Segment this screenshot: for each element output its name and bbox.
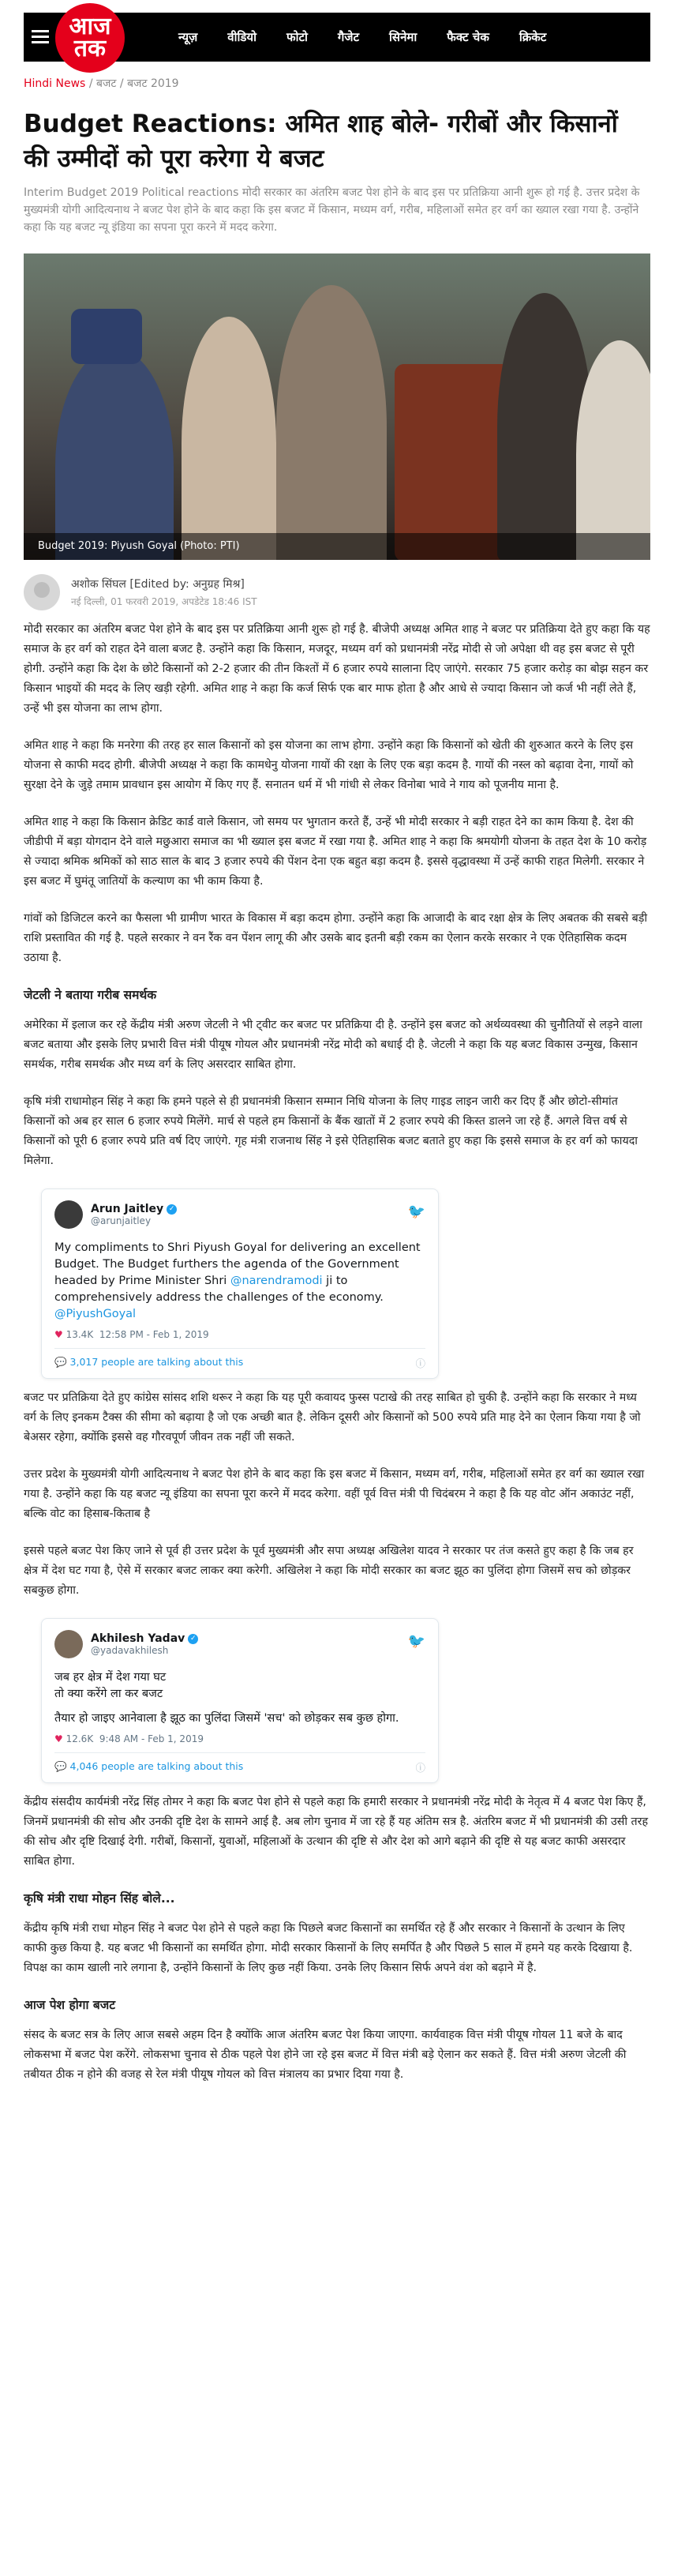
tweet-author[interactable]: Arun Jaitley <box>91 1203 164 1215</box>
info-icon[interactable]: ⓘ <box>415 1762 425 1774</box>
site-header <box>24 13 650 62</box>
author-block <box>24 574 650 610</box>
paragraph: मोदी सरकार का अंतरिम बजट पेश होने के बाद इस पर प्रतिक्रिया आनी शुरू हो गई है. बीजेपी अध्यक्ष अमित शाह ने बजट पर प्रतिक्रिया देते हुए कहा कि यह समाज के हर वर्ग को राहत देने वाला बजट है. उन्होंने कहा कि किसान, मजदूर, मध्यम वर्ग को प्रधानमंत्री नरेंद्र मोदी से जो अपेक्षा थी वह इस बजट से पूरी होगी. उन्होंने कहा कि देश के छोटे किसानों को 2-2 हजार की तीन किश्तों में 6 हजार रुपये सालाना दिए जाएंगे. सरकार 75 हजार करोड़ का बोझ सहन कर किसान भाइयों की मदद के लिए खड़ी रहेगी. अमित शाह ने कहा कि कर्ज सिर्फ एक बार माफ होता है और आधे से ज्यादा किसान जो कर्ज भी नहीं लेते हैं, उन्हें भी इस योजना का लाभ होगा. <box>24 623 650 715</box>
section-heading: जेटली ने बताया गरीब समर्थक <box>24 988 157 1002</box>
author-name[interactable]: अशोक सिंघल [Edited by: अनुग्रह मिश्र] <box>71 578 245 591</box>
nav-video[interactable]: वीडियो <box>227 30 256 44</box>
tweet-likes: 12.6K <box>66 1733 94 1744</box>
paragraph: केंद्रीय संसदीय कार्यमंत्री नरेंद्र सिंह तोमर ने कहा कि बजट पेश होने से पहले कहा कि हमारी सरकार ने प्रधानमंत्री नरेंद्र मोदी के नेतृत्व में 4 बजट पेश किए हैं, जिनमें प्रधानमंत्री की सोच और उनकी दृष्टि देश के सामने आई है. अब लोग चुनाव में जा रहे हैं यह अंतिम सत्र है. अंतरिम बजट में भी प्रधानमंत्री की उसी तरह की सोच और दृष्टि दिखाई देगी. गरीबों, किसानों, युवाओं, महिलाओं के उत्थान की दृष्टि से और देश को आगे बढ़ाने की दृष्टि से यह बजट काफी असरदार साबित होगा. <box>24 1796 648 1868</box>
tweet-avatar[interactable] <box>54 1200 83 1229</box>
main-nav <box>178 13 546 62</box>
paragraph: केंद्रीय कृषि मंत्री राधा मोहन सिंह ने बजट पेश होने से पहले कहा कि पिछले बजट किसानों का समर्थित रहे हैं और सरकार ने किसानों के उत्थान के लिए काफी कुछ किया है. यह बजट भी किसानों का समर्थित होगा. मोदी सरकार किसानों के लिए समर्पित है और पिछले 5 साल में हमने यह करके दिखाया है. विपक्ष का काम खाली नारे लगाना है, उन्होंने किसानों के लिए कुछ नहीं किया. उनके लिए किसान सिर्फ अपने वंश को बढ़ाने में है. <box>24 1922 633 1974</box>
section-heading: आज पेश होगा बजट <box>24 1998 116 2012</box>
tweet-author[interactable]: Akhilesh Yadav <box>91 1632 185 1645</box>
paragraph: कृषि मंत्री राधामोहन सिंह ने कहा कि हमने पहले से ही प्रधानमंत्री किसान सम्मान निधि योजना के लिए गाइड लाइन जारी कर दिए हैं और छोटो-सीमांत किसानों को अब हर साल 6 हजार रुपये मिलेंगे. मार्च से पहले हम किसानों के बैंक खातों में 2 हजार रुपये की किस्त डालने जा रहे हैं. अगले वित्त वर्ष से किसानों को पूरी 6 हजार रुपये प्रति वर्ष दिए जाएंगे. गृह मंत्री राजनाथ सिंह ने इसे ऐतिहासिक बजट बताते हुए कहा कि इससे समाज के हर वर्ग को फायदा मिलेगा. <box>24 1095 638 1167</box>
article-title: Budget Reactions: अमित शाह बोले- गरीबों और किसानों की उम्मीदों को पूरा करेगा ये बजट <box>24 110 618 173</box>
tweet-talking-link[interactable]: 💬 3,017 people are talking about this <box>54 1356 244 1368</box>
tweet-meta <box>54 1329 425 1349</box>
paragraph: बजट पर प्रतिक्रिया देते हुए कांग्रेस सांसद शशि थरूर ने कहा कि यह पूरी कवायद फुस्स पटाखे की तरह साबित हो चुकी है. उन्होंने कहा कि सरकार ने मध्य वर्ग के लिए इनकम टैक्स की सीमा को बढ़ाया है जो एक अच्छी बात है. लेकिन दूसरी ओर किसानों को 500 रुपये प्रति माह देने का ऐलान किया गया है जो बेअसर रहेगा, क्योंकि इससे वह गौरवपूर्ण जीवन तक नहीं जी सकते. <box>24 1391 641 1444</box>
tweet-mention[interactable]: @narendramodi <box>230 1275 323 1287</box>
tweet-text: My compliments to Shri Piyush Goyal for delivering an excellent Budget. The Budget furthers the agenda of the Government headed by Prime Minister Shri @narendramodi ji to comprehensively address the challenges of the economy. @PiyushGoyal <box>54 1241 421 1320</box>
publish-date: नई दिल्ली, 01 फरवरी 2019, अपडेटेड 18:46 IST <box>71 596 257 607</box>
heart-icon[interactable]: ♥ <box>54 1733 63 1744</box>
embedded-tweet[interactable] <box>41 1188 439 1379</box>
nav-news[interactable]: न्यूज़ <box>178 30 198 44</box>
nav-gadget[interactable]: गैजेट <box>337 30 360 44</box>
info-icon[interactable]: ⓘ <box>415 1357 425 1369</box>
paragraph: संसद के बजट सत्र के लिए आज सबसे अहम दिन है क्योंकि आज अंतरिम बजट पेश किया जाएगा. कार्यवाहक वित्त मंत्री पीयूष गोयल 11 बजे के बाद लोकसभा में बजट पेश करेंगे. लोकसभा चुनाव से ठीक पहले पेश होने जा रहे इस बजट में वित्त मंत्री बड़े ऐलान कर सकते हैं. वित्त मंत्री अरुण जेटली की तबीयत ठीक न होने की वजह से रेल मंत्री पीयूष गोयल को वित्त मंत्रालय का प्रभार दिया गया है. <box>24 2029 627 2081</box>
breadcrumb-budget-2019[interactable]: बजट 2019 <box>127 77 179 90</box>
tweet-handle[interactable]: @arunjaitley <box>91 1215 152 1226</box>
paragraph: अमित शाह ने कहा कि किसान क्रेडिट कार्ड वाले किसान, जो समय पर भुगतान करते हैं, उन्हें भी मोदी सरकार ने बड़ी राहत देने का काम किया है. देश की जीडीपी में बड़ा योगदान देने वाले मछुआरा समाज का भी ख्याल इस बजट में रखा गया है. अमित शाह ने कहा कि श्रमयोगी योजना के तहत देश के 10 करोड़ से ज्यादा श्रमिक श्रमिकों को साठ साल के बाद 3 हजार रुपये की पेंशन देना एक बहुत बड़ा कदम है. इससे वृद्धावस्था में उन्हें काफी राहत मिलेगी. सरकार ने इस बजट में घुमंतू जातियों के कल्याण का भी काम किया है. <box>24 816 647 888</box>
image-caption: Budget 2019: Piyush Goyal (Photo: PTI) <box>24 533 650 560</box>
verified-icon: ✓ <box>188 1634 198 1644</box>
breadcrumb-home[interactable]: Hindi News <box>24 77 86 90</box>
embedded-tweet[interactable] <box>41 1618 439 1783</box>
hero-image <box>24 253 650 560</box>
article-lead: Interim Budget 2019 Political reactions मोदी सरकार का अंतरिम बजट पेश होने के बाद इस पर प्रतिक्रिया आनी शुरू हो गई है. उत्तर प्रदेश के मुख्यमंत्री योगी आदित्यनाथ ने बजट पेश होने के बाद कहा कि इस बजट में किसान, मध्यम वर्ग, गरीब, महिलाओं समेत हर वर्ग का ख्याल रखा गया है. उन्होंने कहा कि यह बजट न्यू इंडिया का सपना पूरा करने में मदद करेगा. <box>24 186 640 234</box>
nav-fact-check[interactable]: फैक्ट चेक <box>447 30 489 44</box>
twitter-bird-icon[interactable]: 🐦 <box>407 1204 425 1220</box>
tweet-likes: 13.4K <box>66 1329 94 1340</box>
author-avatar <box>24 574 60 610</box>
nav-cricket[interactable]: क्रिकेट <box>519 30 547 44</box>
tweet-handle[interactable]: @yadavakhilesh <box>91 1645 169 1656</box>
verified-icon: ✓ <box>167 1204 177 1215</box>
paragraph: अमेरिका में इलाज कर रहे केंद्रीय मंत्री अरुण जेटली ने भी ट्वीट कर बजट पर प्रतिक्रिया दी है. उन्होंने इस बजट को अर्थव्यवस्था की चुनौतियों से लड़ने वाला बजट बताया और इसके लिए प्रभारी वित्त मंत्री पीयूष गोयल और प्रधानमंत्री नरेंद्र मोदी को बधाई दी है. जेटली ने कहा कि यह बजट विकास उन्मुख, किसान समर्थक, गरीब समर्थक और मध्य वर्ग के लिए असरदार साबित होगा. <box>24 1019 642 1071</box>
tweet-avatar[interactable] <box>54 1630 83 1658</box>
nav-photo[interactable]: फोटो <box>286 30 308 44</box>
menu-icon[interactable] <box>32 30 49 44</box>
tweet-mention[interactable]: @PiyushGoyal <box>54 1308 137 1320</box>
breadcrumb: Hindi News / बजट / बजट 2019 <box>24 77 179 90</box>
paragraph: गांवों को डिजिटल करने का फैसला भी ग्रामीण भारत के विकास में बड़ा कदम होगा. उन्होंने कहा कि आजादी के बाद रक्षा क्षेत्र के लिए अबतक की सबसे बड़ी राशि प्रस्तावित की गई है. पहले सरकार ने वन रैंक वन पेंशन लागू की और उसके बाद इतनी बड़ी रकम का ऐलान करके सरकार ने एक ऐतिहासिक कदम उठाया है. <box>24 912 648 964</box>
paragraph: इससे पहले बजट पेश किए जाने से पूर्व ही उत्तर प्रदेश के पूर्व मुख्यमंत्री और सपा अध्यक्ष अखिलेश यादव ने सरकार पर तंज कसते हुए कहा है कि जब हर क्षेत्र में देश घट गया है, ऐसे में सरकार बजट लाकर क्या करेगी. अखिलेश ने कहा कि मोदी सरकार का बजट झूठ का पुलिंदा होगा जिसमें सच को छोड़कर सबकुछ होगा. <box>24 1545 634 1597</box>
paragraph: उत्तर प्रदेश के मुख्यमंत्री योगी आदित्यनाथ ने बजट पेश होने के बाद कहा कि इस बजट में किसान, मध्यम वर्ग, गरीब, महिलाओं समेत हर वर्ग का ख्याल रखा गया है. उन्होंने कहा कि यह बजट न्यू इंडिया का सपना पूरा करने में मदद करेगा. वहीं पूर्व वित्त मंत्री पी चिदंबरम ने कहा है कि यह वोट ऑन अकाउंट नहीं, बल्कि वोट का हिसाब-किताब है <box>24 1468 645 1520</box>
aajtak-logo[interactable]: आज तक <box>55 3 125 73</box>
section-heading: कृषि मंत्री राधा मोहन सिंह बोले... <box>24 1891 175 1906</box>
tweet-time[interactable]: 12:58 PM - Feb 1, 2019 <box>99 1329 209 1340</box>
tweet-talking-link[interactable]: 💬 4,046 people are talking about this <box>54 1760 244 1772</box>
twitter-bird-icon[interactable]: 🐦 <box>407 1633 425 1650</box>
nav-cinema[interactable]: सिनेमा <box>389 30 418 44</box>
heart-icon[interactable]: ♥ <box>54 1329 63 1340</box>
tweet-text: जब हर क्षेत्र में देश गया घट तो क्या करेंगे ला कर बजट तैयार हो जाइए आनेवाला है झूठ का पुलिंदा जिसमें 'सच' को छोड़कर सब कुछ होगा. <box>54 1671 399 1725</box>
tweet-meta <box>54 1733 425 1753</box>
breadcrumb-budget[interactable]: बजट <box>95 77 117 90</box>
paragraph: अमित शाह ने कहा कि मनरेगा की तरह हर साल किसानों को इस योजना का लाभ होगा. उन्होंने कहा कि किसानों को खेती की शुरुआत करने के लिए इस योजना से काफी मदद होगी. बीजेपी अध्यक्ष ने कहा कि कामधेनु योजना गायों की रक्षा के लिए एक बड़ा कदम है. गायों की नस्ल को बढ़ावा देना, गायों को सुरक्षा देने के जुड़े तमाम प्रावधान इस आयोग में किए गए हैं. सनातन धर्म में भी गांधी से लेकर विनोबा भावे ने गाय को पूजनीय माना है. <box>24 739 634 791</box>
tweet-time[interactable]: 9:48 AM - Feb 1, 2019 <box>99 1733 204 1744</box>
